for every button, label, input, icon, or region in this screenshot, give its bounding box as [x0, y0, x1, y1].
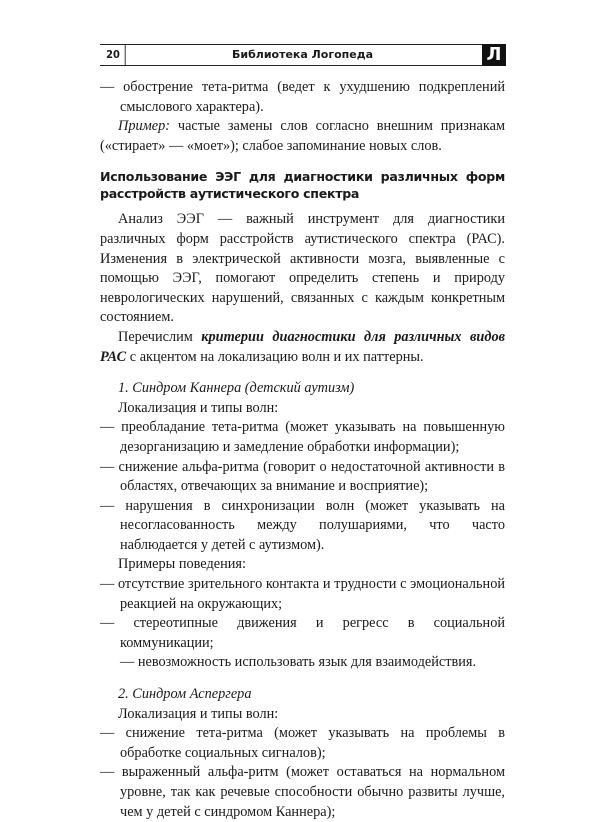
asperger-wave-item: — снижение тета-ритма (может указывать на проблемы в обработке социальных сигналов); [100, 725, 505, 761]
running-header [100, 44, 505, 66]
kanner-behavior-label: Примеры поведения: [118, 556, 246, 573]
paragraph-example [100, 117, 505, 156]
example-text: частые замены слов согласно внешним признакам («стирает» — «моет»); слабое запоминание новых слов. [100, 118, 505, 154]
kanner-wave-item: — преобладание тета-ритма (может указывать на повышенную дезорганизацию и замедление обработки информации); [100, 419, 505, 455]
subsection-title-asperger: 2. Синдром Аспергера [118, 686, 252, 703]
criteria-emphasis: критерии диагностики для различных видов РАС [100, 328, 505, 365]
kanner-behavior-item: — отсутствие зрительного контакта и трудности с эмоциональной реакцией на окружающих; [100, 576, 505, 612]
paragraph-eeg-analysis: Анализ ЭЭГ — важный инструмент для диагностики различных форм расстройств аутистического спектра (РАС). Изменения в электрической активности мозга, выявленные с помощью ЭЭГ, помогают определить степень и природу неврологических нарушений, связанных с каждым конкретным состоянием. [100, 211, 505, 326]
page-body [100, 78, 505, 822]
criteria-post: с акцентом на локализацию волн и их паттерны. [126, 348, 424, 365]
paragraph-criteria [100, 328, 505, 367]
kanner-waves-label: Локализация и типы волн: [118, 399, 279, 416]
kanner-behavior-item: — стереотипные движения и регресс в социальной коммуникации; [100, 615, 505, 651]
header-title: Библиотека Логопеда [231, 48, 373, 61]
asperger-wave-item: — выраженный альфа-ритм (может оставаться на нормальном уровне, так как речевые способности обычно развиты лучше, чем у детей с синдромом Каннера); [100, 764, 505, 820]
series-logo: Л [482, 44, 506, 66]
kanner-wave-item: — нарушения в синхронизации волн (может указывать на несогласованность между полушариями, что часто наблюдается у детей с аутизмом). [100, 497, 505, 553]
paragraph-theta-aggravation: — обострение тета-ритма (ведет к ухудшению подкреплений смыслового характера). [100, 79, 505, 115]
subsection-title-kanner: 1. Синдром Каннера (детский аутизм) [118, 380, 355, 397]
page-number: 20 [101, 45, 125, 65]
section-heading: Использование ЭЭГ для диагностики различных форм расстройств аутистического спектра [100, 169, 505, 202]
kanner-behavior-subitem: — невозможность использовать язык для взаимодействия. [120, 654, 477, 671]
kanner-wave-item: — снижение альфа-ритма (говорит о недостаточной активности в областях, отвечающих за внимание и восприятие); [100, 458, 505, 495]
criteria-pre: Перечислим [118, 328, 202, 345]
example-label: Пример: [118, 118, 171, 135]
asperger-waves-label: Локализация и типы волн: [118, 705, 279, 722]
